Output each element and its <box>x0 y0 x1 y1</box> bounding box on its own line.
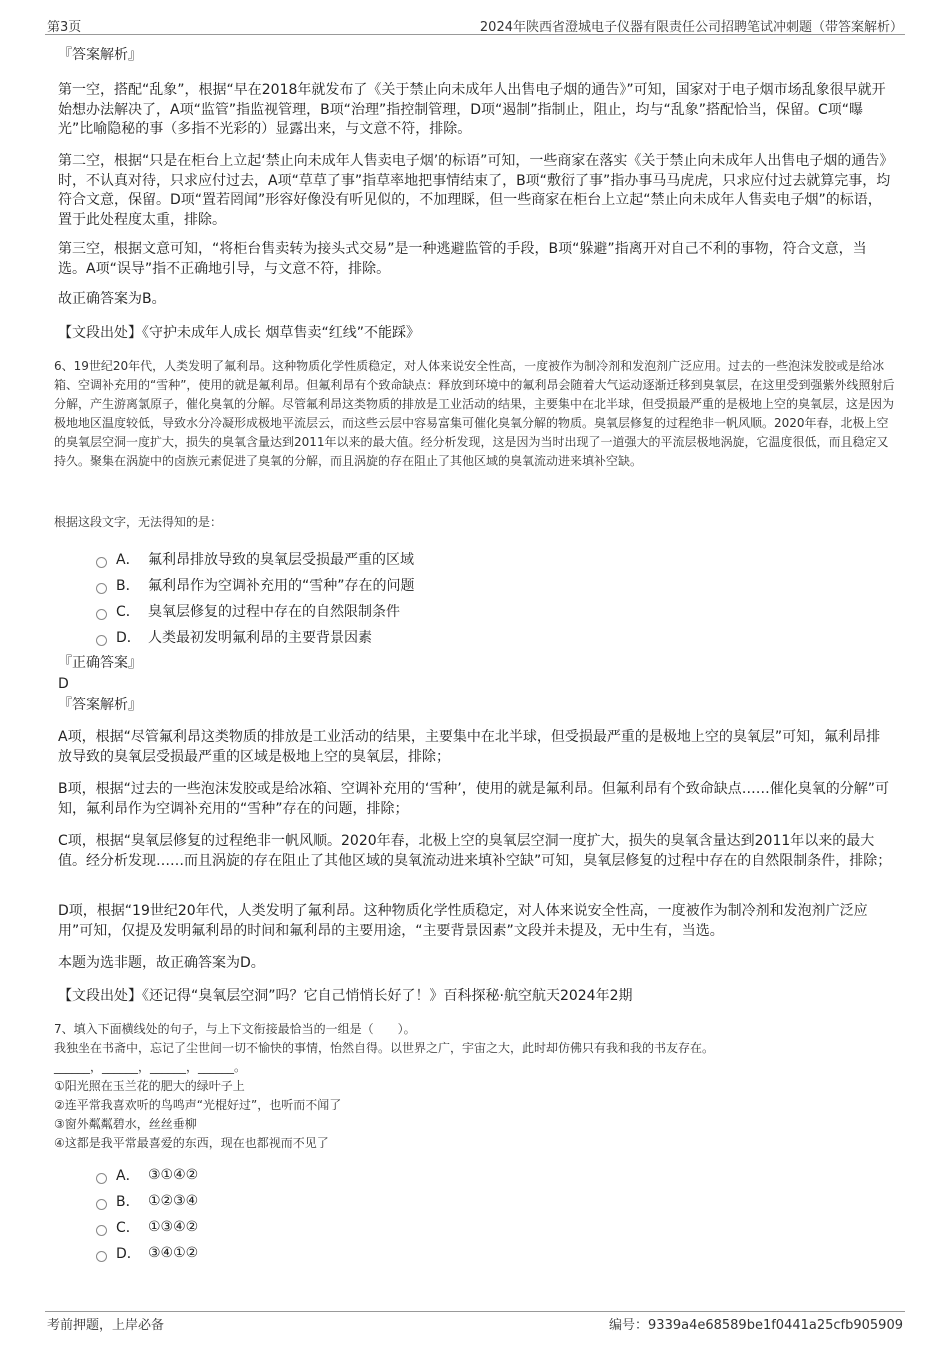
q7-options <box>96 1162 198 1266</box>
q7-block <box>54 1020 895 1153</box>
q7-stem: 7、填入下面横线处的句子，与上下文衔接最恰当的一组是（ ）。 <box>54 1022 416 1036</box>
q7-option-a[interactable]: A． ③①④② <box>96 1162 198 1188</box>
radio-icon[interactable] <box>96 1199 107 1210</box>
q6-option-d[interactable]: D． 人类最初发明氟利昂的主要背景因素 <box>96 624 415 650</box>
q6-conclusion: 本题为选非题，故正确答案为D。 <box>58 955 265 971</box>
q7-sentence-3: ③窗外粼粼碧水，丝丝垂柳 <box>54 1117 197 1131</box>
q6-prompt: 根据这段文字，无法得知的是： <box>54 515 223 529</box>
q6-analysis-a: A项，根据“尽管氟利昂这类物质的排放是工业活动的结果，主要集中在北半球，但受损最严重的是极地上空的臭氧层”可知，氟利昂排放导致的臭氧层受损最严重的区域是极地上空的臭氧层，排除； <box>58 729 881 765</box>
q6-analysis-heading: 『答案解析』 <box>58 697 142 713</box>
radio-icon[interactable] <box>96 1251 107 1262</box>
q7-passage: 我独坐在书斋中，忘记了尘世间一切不愉快的事情，怡然自得。以世界之广，宇宙之大，此时却仿佛只有我和我的书友存在。 <box>54 1041 715 1055</box>
radio-icon[interactable] <box>96 635 107 646</box>
q5-analysis-paragraph-2: 第二空，根据“只是在柜台上立起‘禁止向未成年人售卖电子烟’的标语”可知，一些商家在落实《关于禁止向未成年人出售电子烟的通告》时，不认真对待，只求应付过去，A项“草草了事”指草率地把事情结束了，B项“敷衍了事”指办事马马虎虎，只求应付过去就算完事，均符合文意，保留。D项“置若罔闻”形容好像没有听见似的，不加理睬，但一些商家在柜台上立起“禁止向未成年人售卖电子烟”的标语，置于此处程度太重，排除。 <box>58 153 894 228</box>
radio-icon[interactable] <box>96 1225 107 1236</box>
header-divider <box>45 34 905 35</box>
q6-analysis-d: D项，根据“19世纪20年代，人类发明了氟利昂。这种物质化学性质稳定，对人体来说安全性高，一度被作为制冷剂和发泡剂广泛应用”可知，仅提及发明氟利昂的时间和氟利昂的主要用途，“主要背景因素”文段并未提及，无中生有，当选。 <box>58 903 868 939</box>
q7-sentence-2: ②连平常我喜欢听的鸟鸣声“光棍好过”，也听而不闻了 <box>54 1098 342 1112</box>
q5-analysis-paragraph-3: 第三空，根据文意可知，“将柜台售卖转为接头式交易”是一种逃避监管的手段，B项“躲避”指离开对自己不利的事物，符合文意，当选。A项“误导”指不正确地引导，与文意不符，排除。 <box>58 241 867 277</box>
radio-icon[interactable] <box>96 609 107 620</box>
footer-divider <box>45 1311 905 1312</box>
q5-source: 【文段出处】《守护未成年人成长 烟草售卖“红线”不能踩》 <box>58 325 420 341</box>
q6-option-c[interactable]: C． 臭氧层修复的过程中存在的自然限制条件 <box>96 598 415 624</box>
q6-source: 【文段出处】《还记得“臭氧层空洞”吗？它自己悄悄长好了！》百科探秘·航空航天2024年2期 <box>58 988 633 1004</box>
q7-blanks: ______，______，______，______。 <box>54 1060 247 1074</box>
q6-option-a[interactable]: A． 氟利昂排放导致的臭氧层受损最严重的区域 <box>96 546 415 572</box>
q5-analysis-conclusion: 故正确答案为B。 <box>58 291 166 307</box>
q5-analysis-heading: 『答案解析』 <box>58 47 142 63</box>
page-number: 第3页 <box>47 20 82 35</box>
document-id: 编号：9339a4e68589be1f0441a25cfb905909 <box>609 1318 903 1333</box>
radio-icon[interactable] <box>96 583 107 594</box>
q7-option-d[interactable]: D． ③④①② <box>96 1240 198 1266</box>
q7-option-c[interactable]: C． ①③④② <box>96 1214 198 1240</box>
q7-option-b[interactable]: B． ①②③④ <box>96 1188 198 1214</box>
q7-sentence-1: ①阳光照在玉兰花的肥大的绿叶子上 <box>54 1079 245 1093</box>
document-title: 2024年陕西省澄城电子仪器有限责任公司招聘笔试冲刺题（带答案解析） <box>479 20 903 35</box>
page-header <box>0 0 950 36</box>
footer-slogan: 考前押题，上岸必备 <box>47 1318 165 1333</box>
q6-analysis-b: B项，根据“过去的一些泡沫发胶或是给冰箱、空调补充用的‘雪种’，使用的就是氟利昂。但氟利昂有个致命缺点……催化臭氧的分解”可知，氟利昂作为空调补充用的“雪种”存在的问题，排除； <box>58 781 890 817</box>
q6-answer-heading: 『正确答案』 <box>58 655 142 671</box>
q6-answer: D <box>58 676 69 692</box>
page-footer <box>0 1300 950 1345</box>
q6-option-b[interactable]: B． 氟利昂作为空调补充用的“雪种”存在的问题 <box>96 572 415 598</box>
q7-sentence-4: ④这都是我平常最喜爱的东西，现在也都视而不见了 <box>54 1136 329 1150</box>
radio-icon[interactable] <box>96 1173 107 1184</box>
radio-icon[interactable] <box>96 557 107 568</box>
q5-analysis-paragraph-1: 第一空，搭配“乱象”，根据“早在2018年就发布了《关于禁止向未成年人出售电子烟的通告》”可知，国家对于电子烟市场乱象很早就开始想办法解决了，A项“监管”指监视管理，B项“治理”指控制管理，D项“遏制”指制止，阻止，均与“乱象”搭配恰当，保留。C项“曝光”比喻隐秘的事（多指不光彩的）显露出来，与文意不符，排除。 <box>58 82 886 137</box>
q6-options <box>96 546 415 650</box>
q6-analysis-c: C项，根据“臭氧层修复的过程绝非一帆风顺。2020年春，北极上空的臭氧层空洞一度扩大，损失的臭氧含量达到2011年以来的最大值。经分析发现……而且涡旋的存在阻止了其他区域的臭氧流动进来填补空缺”可知，臭氧层修复的过程中存在的自然限制条件，排除； <box>58 833 892 869</box>
q6-stem: 6、19世纪20年代，人类发明了氟利昂。这种物质化学性质稳定，对人体来说安全性高，一度被作为制冷剂和发泡剂广泛应用。过去的一些泡沫发胶或是给冰箱、空调补充用的“雪种”，使用的就是氟利昂。但氟利昂有个致命缺点：释放到环境中的氟利昂会随着大气运动逐渐迁移到臭氧层，在这里受到强紫外线照射后分解，产生游离氯原子，催化臭氧的分解。尽管氟利昂这类物质的排放是工业活动的结果，主要集中在北半球，但受损最严重的是极地上空的臭氧层，这是因为极地地区温度较低，导致水分冷凝形成极地平流层云，而这些云层中容易富集可催化臭氧分解的物质。臭氧层修复的过程绝非一帆风顺。2020年春，北极上空的臭氧层空洞一度扩大，损失的臭氧含量达到2011年以来的最大值。经分析发现，这是因为当时出现了一道强大的平流层极地涡旋，它温度很低，而且稳定又持久。聚集在涡旋中的卤族元素促进了臭氧的分解，而且涡旋的存在阻止了其他区域的臭氧流动进来填补空缺。 <box>54 359 895 468</box>
